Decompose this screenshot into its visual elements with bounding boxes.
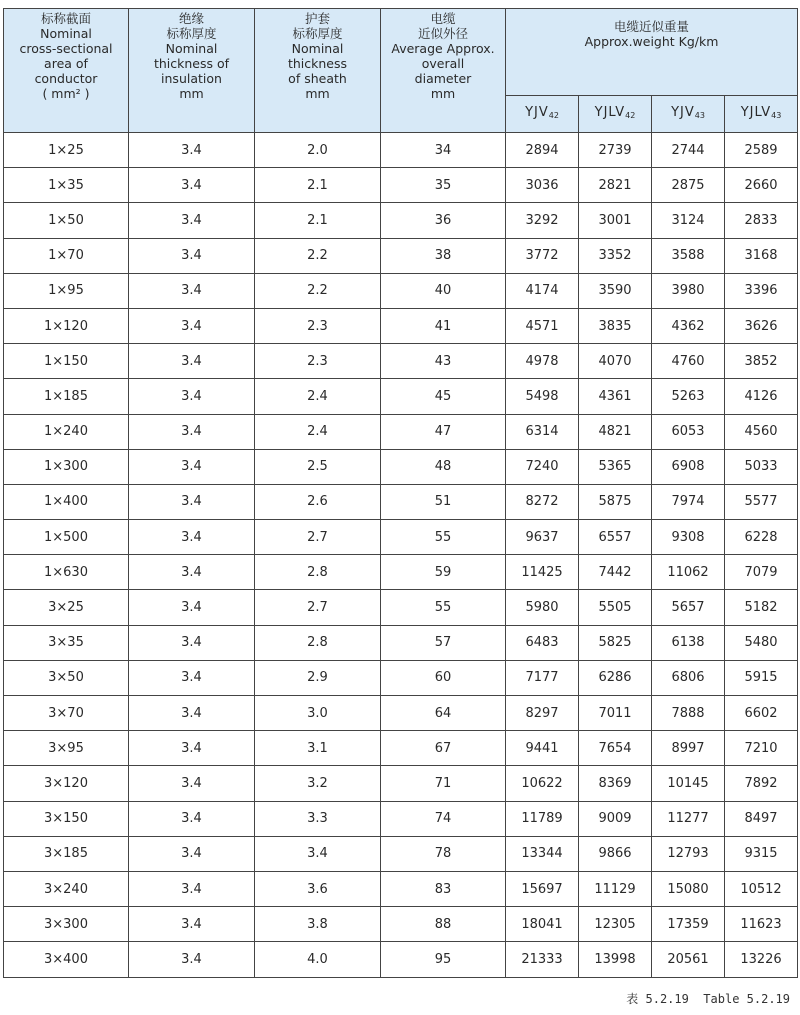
- diameter-cell: 64: [381, 696, 506, 731]
- table-row: [4, 484, 798, 519]
- weight-yjv42-cell: 11425: [506, 555, 579, 590]
- diameter-cell: 78: [381, 836, 506, 871]
- diameter-cell: 45: [381, 379, 506, 414]
- header-line: conductor: [34, 71, 98, 86]
- sub-col-name: YJV: [671, 105, 695, 120]
- insulation-cell: 3.4: [129, 942, 255, 977]
- table-row: [4, 273, 798, 308]
- header-line: 绝缘: [178, 11, 204, 26]
- sheath-cell: 2.4: [255, 379, 381, 414]
- weight-yjlv43-cell: 2833: [725, 203, 798, 238]
- diameter-cell: 95: [381, 942, 506, 977]
- header-line: insulation: [161, 71, 222, 86]
- weight-yjlv43-cell: 2589: [725, 133, 798, 168]
- table-row: [4, 520, 798, 555]
- table-row: [4, 555, 798, 590]
- diameter-cell: 55: [381, 520, 506, 555]
- sheath-cell: 2.2: [255, 238, 381, 273]
- sheath-cell: 3.6: [255, 871, 381, 906]
- conductor-area-cell: 3×185: [4, 836, 129, 871]
- header-line: 电缆: [430, 11, 456, 26]
- header-line: mm: [305, 86, 330, 101]
- header-line: 标称厚度: [292, 26, 343, 41]
- weight-yjv43-cell: 3980: [652, 273, 725, 308]
- weight-yjlv43-cell: 5915: [725, 660, 798, 695]
- sheath-cell: 3.3: [255, 801, 381, 836]
- weight-yjv42-cell: 11789: [506, 801, 579, 836]
- header-line: overall: [421, 56, 465, 71]
- weight-yjlv42-cell: 7442: [579, 555, 652, 590]
- weight-yjlv43-cell: 9315: [725, 836, 798, 871]
- conductor-area-cell: 3×35: [4, 625, 129, 660]
- weight-yjv42-cell: 3772: [506, 238, 579, 273]
- diameter-cell: 47: [381, 414, 506, 449]
- diameter-cell: 71: [381, 766, 506, 801]
- weight-yjv42-cell: 15697: [506, 871, 579, 906]
- weight-yjlv43-cell: 3852: [725, 344, 798, 379]
- insulation-cell: 3.4: [129, 625, 255, 660]
- sub-col-index: 43: [694, 111, 705, 120]
- table-caption: 表 5.2.19 Table 5.2.19: [626, 992, 790, 1006]
- weight-yjv42-cell: 8297: [506, 696, 579, 731]
- weight-yjv43-cell: 3588: [652, 238, 725, 273]
- sub-col-name: YJLV: [594, 105, 626, 120]
- sub-col-index: 43: [771, 111, 782, 120]
- header-overall-diameter: [381, 9, 506, 133]
- header-line: area of: [44, 56, 88, 71]
- weight-yjlv43-cell: 5182: [725, 590, 798, 625]
- conductor-area-cell: 1×95: [4, 273, 129, 308]
- sheath-cell: 4.0: [255, 942, 381, 977]
- weight-yjv42-cell: 8272: [506, 484, 579, 519]
- weight-yjv43-cell: 15080: [652, 871, 725, 906]
- header-line: 近似外径: [417, 26, 468, 41]
- weight-yjv43-cell: 6053: [652, 414, 725, 449]
- weight-yjv42-cell: 6314: [506, 414, 579, 449]
- cable-spec-table: [3, 8, 798, 978]
- conductor-area-cell: 1×50: [4, 203, 129, 238]
- sub-col-name: YJLV: [740, 105, 772, 120]
- insulation-cell: 3.4: [129, 660, 255, 695]
- diameter-cell: 59: [381, 555, 506, 590]
- sheath-cell: 3.2: [255, 766, 381, 801]
- table-row: [4, 449, 798, 484]
- weight-yjv42-cell: 7177: [506, 660, 579, 695]
- table-row: [4, 238, 798, 273]
- conductor-area-cell: 1×240: [4, 414, 129, 449]
- table-row: [4, 344, 798, 379]
- diameter-cell: 67: [381, 731, 506, 766]
- weight-yjv43-cell: 5657: [652, 590, 725, 625]
- weight-yjv43-cell: 11277: [652, 801, 725, 836]
- weight-yjlv42-cell: 5875: [579, 484, 652, 519]
- conductor-area-cell: 3×95: [4, 731, 129, 766]
- weight-yjlv43-cell: 4126: [725, 379, 798, 414]
- weight-yjv43-cell: 2744: [652, 133, 725, 168]
- sheath-cell: 2.1: [255, 203, 381, 238]
- header-line: mm: [430, 86, 456, 101]
- header-line: Nominal: [291, 41, 344, 56]
- insulation-cell: 3.4: [129, 203, 255, 238]
- insulation-cell: 3.4: [129, 871, 255, 906]
- conductor-area-cell: 3×240: [4, 871, 129, 906]
- table-row: [4, 590, 798, 625]
- table-row: [4, 625, 798, 660]
- table-row: [4, 133, 798, 168]
- conductor-area-cell: 1×400: [4, 484, 129, 519]
- diameter-cell: 48: [381, 449, 506, 484]
- insulation-cell: 3.4: [129, 907, 255, 942]
- weight-yjlv43-cell: 7210: [725, 731, 798, 766]
- header-sheath-thickness: [255, 9, 381, 133]
- weight-yjlv42-cell: 7654: [579, 731, 652, 766]
- weight-yjv42-cell: 7240: [506, 449, 579, 484]
- weight-yjlv42-cell: 3352: [579, 238, 652, 273]
- header-yjv43: [652, 96, 725, 133]
- sheath-cell: 3.4: [255, 836, 381, 871]
- diameter-cell: 60: [381, 660, 506, 695]
- sheath-cell: 3.1: [255, 731, 381, 766]
- table-row: [4, 660, 798, 695]
- header-line: 护套: [304, 11, 330, 26]
- header-line: Average Approx.: [391, 41, 495, 56]
- weight-yjv43-cell: 10145: [652, 766, 725, 801]
- weight-yjlv43-cell: 3626: [725, 308, 798, 343]
- header-line: 电缆近似重量: [614, 19, 690, 34]
- sheath-cell: 2.2: [255, 273, 381, 308]
- conductor-area-cell: 1×70: [4, 238, 129, 273]
- conductor-area-cell: 1×25: [4, 133, 129, 168]
- conductor-area-cell: 3×25: [4, 590, 129, 625]
- weight-yjv42-cell: 5980: [506, 590, 579, 625]
- table-body: [4, 133, 798, 978]
- weight-yjv43-cell: 20561: [652, 942, 725, 977]
- header-line: thickness: [287, 56, 348, 71]
- header-line: thickness of: [153, 56, 230, 71]
- weight-yjv43-cell: 9308: [652, 520, 725, 555]
- sheath-cell: 3.0: [255, 696, 381, 731]
- sheath-cell: 2.4: [255, 414, 381, 449]
- sheath-cell: 2.3: [255, 344, 381, 379]
- sub-col-index: 42: [548, 111, 559, 120]
- table-row: [4, 942, 798, 977]
- weight-yjlv43-cell: 3168: [725, 238, 798, 273]
- weight-yjv43-cell: 5263: [652, 379, 725, 414]
- insulation-cell: 3.4: [129, 520, 255, 555]
- diameter-cell: 57: [381, 625, 506, 660]
- header-yjlv43: [725, 96, 798, 133]
- weight-yjlv43-cell: 6602: [725, 696, 798, 731]
- diameter-cell: 74: [381, 801, 506, 836]
- insulation-cell: 3.4: [129, 238, 255, 273]
- weight-yjlv42-cell: 7011: [579, 696, 652, 731]
- sheath-cell: 2.7: [255, 520, 381, 555]
- table-row: [4, 379, 798, 414]
- weight-yjv42-cell: 3036: [506, 168, 579, 203]
- weight-yjv43-cell: 11062: [652, 555, 725, 590]
- insulation-cell: 3.4: [129, 133, 255, 168]
- header-line: 标称厚度: [166, 26, 217, 41]
- sub-col-name: YJV: [525, 105, 549, 120]
- header-conductor-area: [4, 9, 129, 133]
- sheath-cell: 2.0: [255, 133, 381, 168]
- insulation-cell: 3.4: [129, 449, 255, 484]
- table-row: [4, 696, 798, 731]
- weight-yjlv42-cell: 8369: [579, 766, 652, 801]
- diameter-cell: 38: [381, 238, 506, 273]
- insulation-cell: 3.4: [129, 731, 255, 766]
- table-row: [4, 907, 798, 942]
- table-row: [4, 731, 798, 766]
- weight-yjv43-cell: 8997: [652, 731, 725, 766]
- weight-yjv43-cell: 12793: [652, 836, 725, 871]
- header-approx-weight: [506, 9, 798, 96]
- conductor-area-cell: 1×630: [4, 555, 129, 590]
- header-line: cross-sectional: [19, 41, 113, 56]
- weight-yjv43-cell: 4760: [652, 344, 725, 379]
- diameter-cell: 55: [381, 590, 506, 625]
- insulation-cell: 3.4: [129, 344, 255, 379]
- weight-yjlv42-cell: 11129: [579, 871, 652, 906]
- weight-yjlv42-cell: 3835: [579, 308, 652, 343]
- weight-yjlv43-cell: 7079: [725, 555, 798, 590]
- weight-yjlv43-cell: 8497: [725, 801, 798, 836]
- weight-yjlv42-cell: 4361: [579, 379, 652, 414]
- diameter-cell: 36: [381, 203, 506, 238]
- weight-yjlv43-cell: 5033: [725, 449, 798, 484]
- weight-yjlv43-cell: 2660: [725, 168, 798, 203]
- weight-yjlv42-cell: 9866: [579, 836, 652, 871]
- weight-yjv43-cell: 2875: [652, 168, 725, 203]
- weight-yjlv43-cell: 11623: [725, 907, 798, 942]
- weight-yjv43-cell: 7888: [652, 696, 725, 731]
- diameter-cell: 43: [381, 344, 506, 379]
- sheath-cell: 2.8: [255, 555, 381, 590]
- header-line: of sheath: [288, 71, 347, 86]
- header-line: Nominal: [40, 26, 92, 41]
- conductor-area-cell: 1×500: [4, 520, 129, 555]
- weight-yjlv42-cell: 4821: [579, 414, 652, 449]
- weight-yjv42-cell: 9637: [506, 520, 579, 555]
- weight-yjv42-cell: 5498: [506, 379, 579, 414]
- insulation-cell: 3.4: [129, 696, 255, 731]
- conductor-area-cell: 1×300: [4, 449, 129, 484]
- weight-yjlv43-cell: 5480: [725, 625, 798, 660]
- weight-yjv42-cell: 10622: [506, 766, 579, 801]
- insulation-cell: 3.4: [129, 273, 255, 308]
- weight-yjlv43-cell: 13226: [725, 942, 798, 977]
- conductor-area-cell: 3×50: [4, 660, 129, 695]
- weight-yjv42-cell: 4978: [506, 344, 579, 379]
- table-row: [4, 168, 798, 203]
- weight-yjlv42-cell: 12305: [579, 907, 652, 942]
- table-row: [4, 203, 798, 238]
- table-row: [4, 871, 798, 906]
- conductor-area-cell: 1×185: [4, 379, 129, 414]
- diameter-cell: 41: [381, 308, 506, 343]
- insulation-cell: 3.4: [129, 484, 255, 519]
- header-line: 标称截面: [40, 11, 91, 26]
- insulation-cell: 3.4: [129, 414, 255, 449]
- weight-yjlv42-cell: 5505: [579, 590, 652, 625]
- conductor-area-cell: 1×120: [4, 308, 129, 343]
- weight-yjv42-cell: 6483: [506, 625, 579, 660]
- weight-yjlv42-cell: 13998: [579, 942, 652, 977]
- weight-yjlv43-cell: 6228: [725, 520, 798, 555]
- insulation-cell: 3.4: [129, 836, 255, 871]
- weight-yjlv43-cell: 5577: [725, 484, 798, 519]
- header-insulation-thickness: [129, 9, 255, 133]
- insulation-cell: 3.4: [129, 168, 255, 203]
- weight-yjv42-cell: 9441: [506, 731, 579, 766]
- weight-yjlv42-cell: 5365: [579, 449, 652, 484]
- insulation-cell: 3.4: [129, 555, 255, 590]
- header-line: Nominal: [165, 41, 218, 56]
- table-row: [4, 308, 798, 343]
- diameter-cell: 88: [381, 907, 506, 942]
- insulation-cell: 3.4: [129, 379, 255, 414]
- conductor-area-cell: 3×150: [4, 801, 129, 836]
- table-row: [4, 766, 798, 801]
- weight-yjlv42-cell: 5825: [579, 625, 652, 660]
- sheath-cell: 3.8: [255, 907, 381, 942]
- weight-yjlv42-cell: 3590: [579, 273, 652, 308]
- insulation-cell: 3.4: [129, 308, 255, 343]
- conductor-area-cell: 3×300: [4, 907, 129, 942]
- conductor-area-cell: 3×400: [4, 942, 129, 977]
- table-row: [4, 801, 798, 836]
- diameter-cell: 51: [381, 484, 506, 519]
- weight-yjlv42-cell: 2821: [579, 168, 652, 203]
- sheath-cell: 2.3: [255, 308, 381, 343]
- weight-yjlv43-cell: 7892: [725, 766, 798, 801]
- insulation-cell: 3.4: [129, 766, 255, 801]
- weight-yjlv42-cell: 6286: [579, 660, 652, 695]
- insulation-cell: 3.4: [129, 590, 255, 625]
- sheath-cell: 2.5: [255, 449, 381, 484]
- weight-yjlv43-cell: 4560: [725, 414, 798, 449]
- conductor-area-cell: 3×120: [4, 766, 129, 801]
- weight-yjlv42-cell: 4070: [579, 344, 652, 379]
- header-line: Approx.weight Kg/km: [584, 34, 719, 49]
- sheath-cell: 2.6: [255, 484, 381, 519]
- header-line: diameter: [414, 71, 472, 86]
- sub-col-index: 42: [625, 111, 636, 120]
- weight-yjv42-cell: 13344: [506, 836, 579, 871]
- weight-yjv42-cell: 3292: [506, 203, 579, 238]
- weight-yjv42-cell: 21333: [506, 942, 579, 977]
- insulation-cell: 3.4: [129, 801, 255, 836]
- header-line: mm: [179, 86, 204, 101]
- weight-yjv43-cell: 6806: [652, 660, 725, 695]
- sheath-cell: 2.9: [255, 660, 381, 695]
- table-row: [4, 836, 798, 871]
- weight-yjv43-cell: 3124: [652, 203, 725, 238]
- header-line: ( mm² ): [42, 86, 90, 101]
- sheath-cell: 2.1: [255, 168, 381, 203]
- weight-yjv43-cell: 7974: [652, 484, 725, 519]
- diameter-cell: 34: [381, 133, 506, 168]
- weight-yjlv42-cell: 9009: [579, 801, 652, 836]
- weight-yjlv43-cell: 3396: [725, 273, 798, 308]
- weight-yjv42-cell: 4571: [506, 308, 579, 343]
- weight-yjv43-cell: 4362: [652, 308, 725, 343]
- diameter-cell: 83: [381, 871, 506, 906]
- weight-yjv42-cell: 4174: [506, 273, 579, 308]
- diameter-cell: 35: [381, 168, 506, 203]
- weight-yjlv43-cell: 10512: [725, 871, 798, 906]
- sheath-cell: 2.7: [255, 590, 381, 625]
- weight-yjlv42-cell: 2739: [579, 133, 652, 168]
- weight-yjv43-cell: 17359: [652, 907, 725, 942]
- weight-yjv42-cell: 18041: [506, 907, 579, 942]
- conductor-area-cell: 1×35: [4, 168, 129, 203]
- weight-yjlv42-cell: 3001: [579, 203, 652, 238]
- weight-yjv43-cell: 6138: [652, 625, 725, 660]
- weight-yjv43-cell: 6908: [652, 449, 725, 484]
- weight-yjv42-cell: 2894: [506, 133, 579, 168]
- sheath-cell: 2.8: [255, 625, 381, 660]
- header-yjlv42: [579, 96, 652, 133]
- conductor-area-cell: 1×150: [4, 344, 129, 379]
- table-row: [4, 414, 798, 449]
- conductor-area-cell: 3×70: [4, 696, 129, 731]
- weight-yjlv42-cell: 6557: [579, 520, 652, 555]
- header-yjv42: [506, 96, 579, 133]
- diameter-cell: 40: [381, 273, 506, 308]
